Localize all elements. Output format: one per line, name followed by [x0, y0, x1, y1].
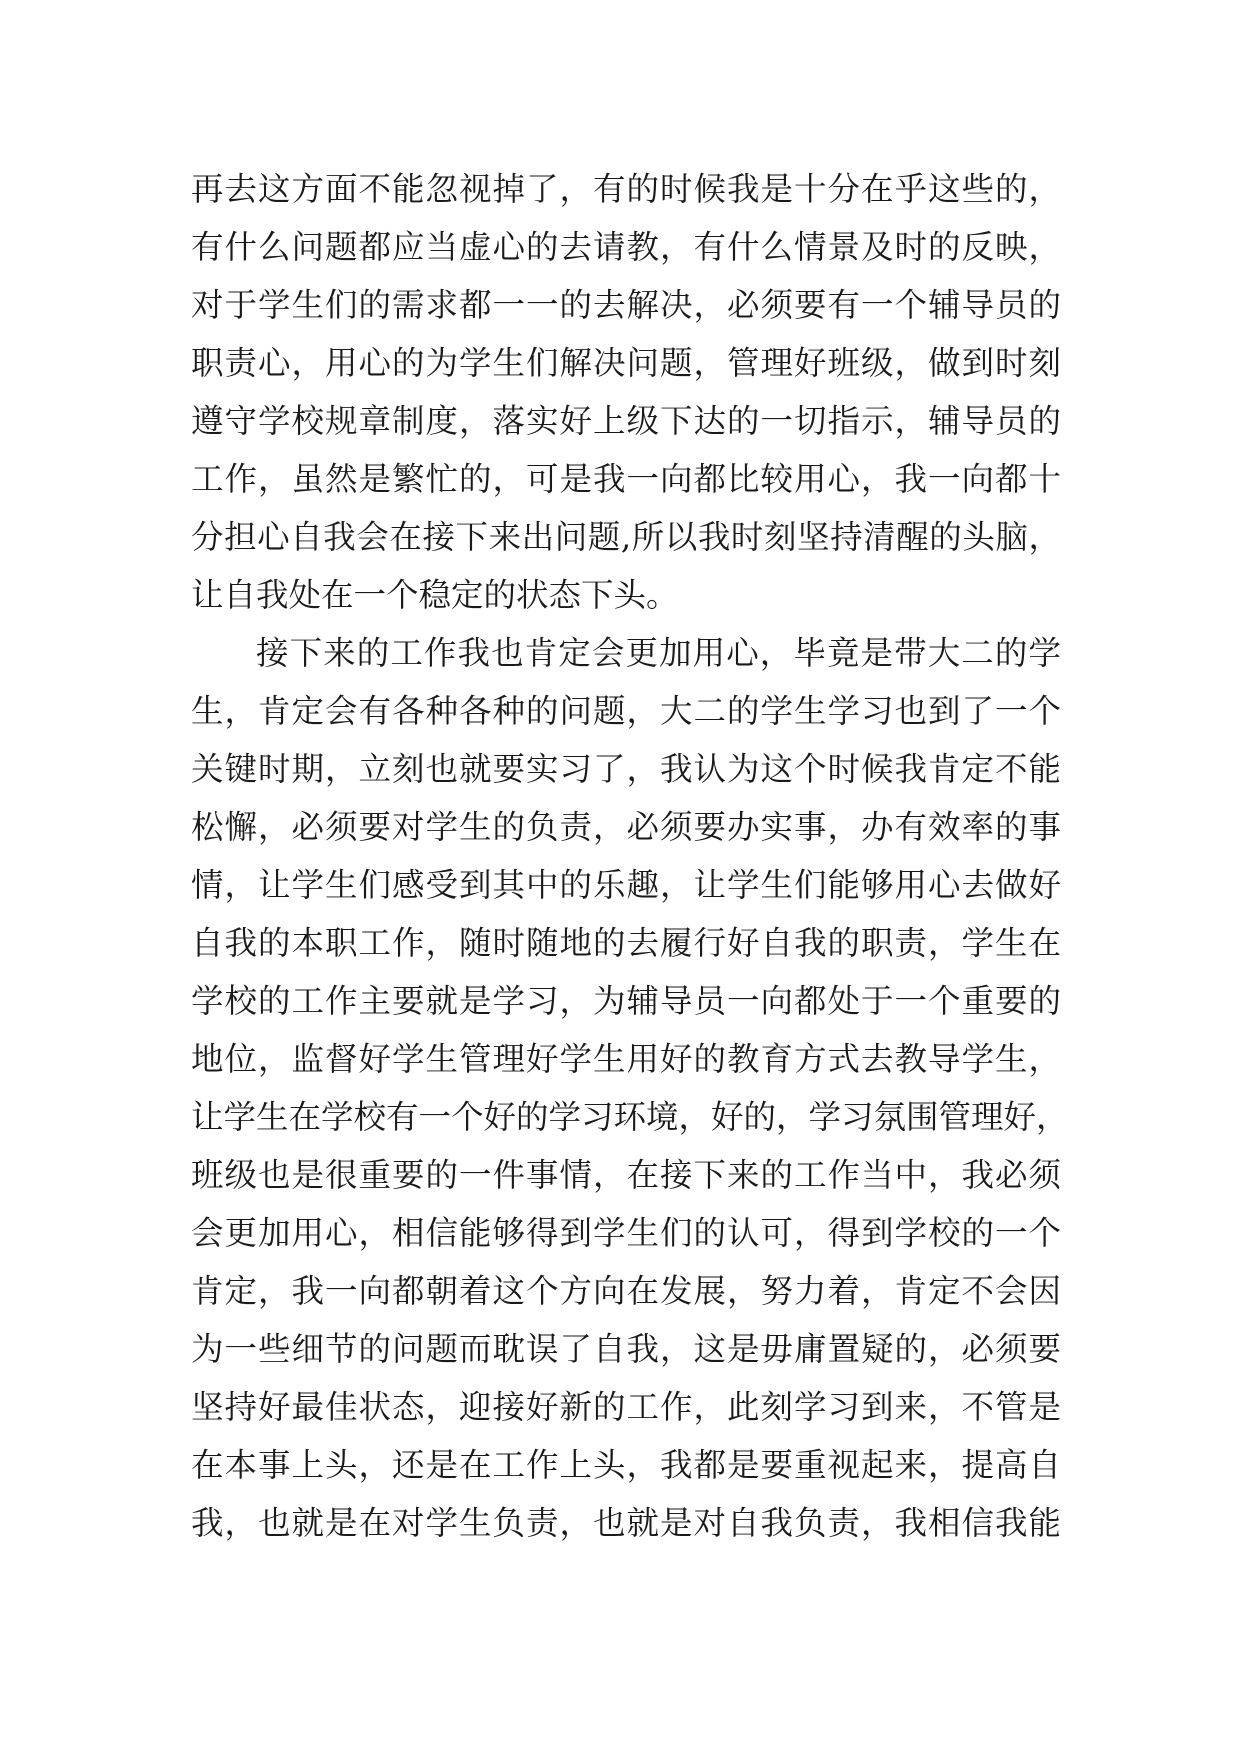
text-line: 肯定，我一向都朝着这个方向在发展，努力着，肯定不会因 [191, 1272, 1061, 1310]
text-line: 关键时期，立刻也就要实习了，我认为这个时候我肯定不能 [191, 750, 1061, 788]
text-line: 接下来的工作我也肯定会更加用心，毕竟是带大二的学 [256, 634, 1061, 672]
text-line: 在本事上头，还是在工作上头，我都是要重视起来，提高自 [191, 1446, 1061, 1484]
text-line: 为一些细节的问题而耽误了自我，这是毋庸置疑的，必须要 [191, 1330, 1061, 1368]
text-line: 学校的工作主要就是学习，为辅导员一向都处于一个重要的 [191, 982, 1061, 1020]
text-line: 我，也就是在对学生负责，也就是对自我负责，我相信我能 [191, 1504, 1061, 1542]
text-line: 遵守学校规章制度，落实好上级下达的一切指示，辅导员的 [191, 402, 1061, 440]
text-line: 再去这方面不能忽视掉了，有的时候我是十分在乎这些的， [191, 170, 1061, 208]
text-line: 情，让学生们感受到其中的乐趣，让学生们能够用心去做好 [191, 866, 1061, 904]
text-line: 自我的本职工作，随时随地的去履行好自我的职责，学生在 [191, 924, 1061, 962]
text-line: 班级也是很重要的一件事情，在接下来的工作当中，我必须 [191, 1156, 1061, 1194]
body-text [191, 160, 1069, 1552]
text-line: 让自我处在一个稳定的状态下头。 [191, 576, 679, 614]
text-line: 工作，虽然是繁忙的，可是我一向都比较用心，我一向都十 [191, 460, 1061, 498]
text-line: 职责心，用心的为学生们解决问题，管理好班级，做到时刻 [191, 344, 1061, 382]
text-line: 有什么问题都应当虚心的去请教，有什么情景及时的反映， [191, 228, 1061, 266]
text-line: 让学生在学校有一个好的学习环境，好的，学习氛围管理好， [191, 1098, 1069, 1136]
text-line: 会更加用心，相信能够得到学生们的认可，得到学校的一个 [191, 1214, 1061, 1252]
text-line: 生，肯定会有各种各种的问题，大二的学生学习也到了一个 [191, 692, 1061, 730]
text-line: 分担心自我会在接下来出问题,所以我时刻坚持清醒的头脑， [191, 518, 1061, 556]
text-line: 坚持好最佳状态，迎接好新的工作，此刻学习到来，不管是 [191, 1388, 1061, 1426]
text-line: 松懈，必须要对学生的负责，必须要办实事，办有效率的事 [191, 808, 1061, 846]
text-line: 对于学生们的需求都一一的去解决，必须要有一个辅导员的 [191, 286, 1061, 324]
text-line: 地位，监督好学生管理好学生用好的教育方式去教导学生， [191, 1040, 1061, 1078]
